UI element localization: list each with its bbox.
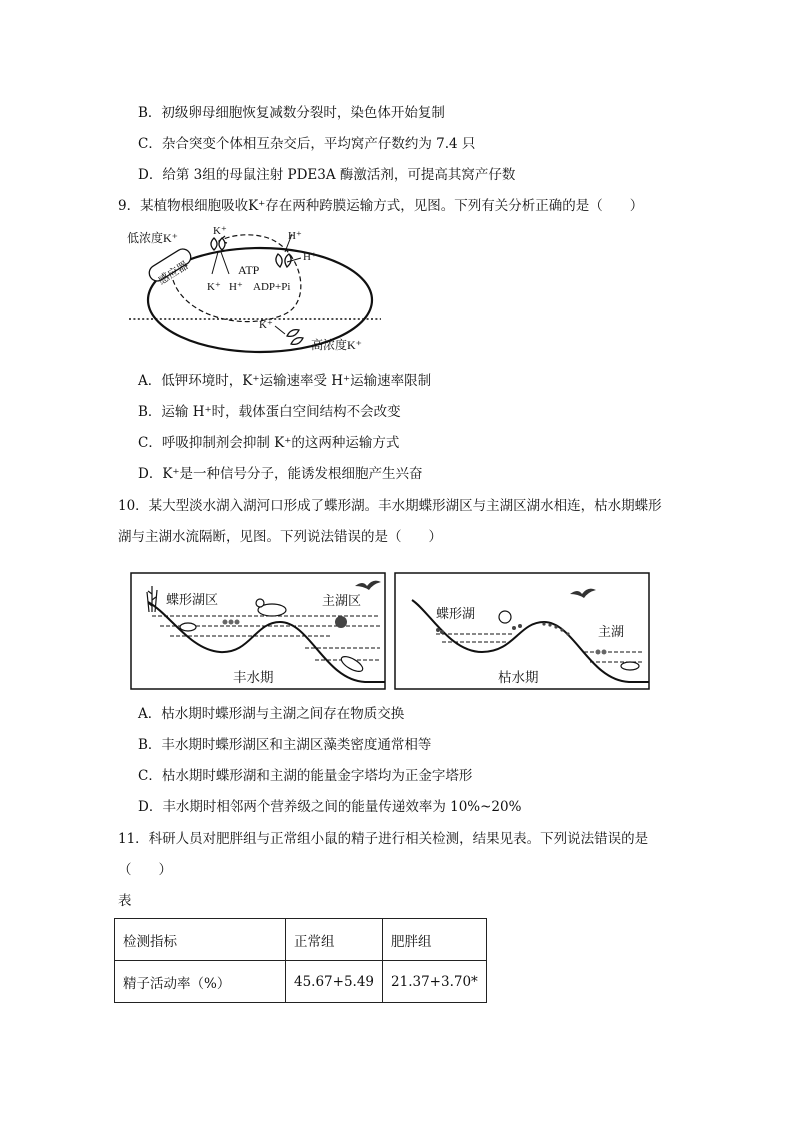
table-header-row <box>115 919 487 961</box>
q10-low-water-panel <box>394 572 650 690</box>
table-caption: 表 <box>118 893 132 909</box>
sperm-data-table <box>114 918 487 1003</box>
low-water-caption: 枯水期 <box>498 670 539 685</box>
h-bottom-label: H⁺ <box>229 281 243 293</box>
q10-option-a: A．枯水期时蝶形湖与主湖之间存在物质交换 <box>138 706 405 722</box>
low-k-label: 低浓度K⁺ <box>127 231 179 245</box>
k-bottom-label: K⁺ <box>207 281 221 293</box>
high-k-label: 高浓度K⁺ <box>311 338 363 352</box>
high-water-caption: 丰水期 <box>233 670 274 685</box>
atp-label: ATP <box>238 263 260 277</box>
main-lake-area-label: 主湖区 <box>322 593 362 608</box>
table-cell: 21.37+3.70* <box>383 961 487 1003</box>
q10-stem-line2: 湖与主湖水流隔断，见图。下列说法错误的是（ ） <box>118 529 442 545</box>
q9-membrane-transport-figure <box>125 222 385 356</box>
h-right-label: H⁺ <box>303 251 317 263</box>
q9-option-c: C．呼吸抑制剂会抑制 K⁺的这两种运输方式 <box>138 435 400 451</box>
q8-option-d: D．给第 3组的母鼠注射 PDE3A 酶激活剂，可提高其窝产仔数 <box>138 167 516 183</box>
table-cell: 45.67+5.49 <box>286 961 383 1003</box>
q10-stem-line1: 10．某大型淡水湖入湖河口形成了蝶形湖。丰水期蝶形湖区与主湖区湖水相连，枯水期蝶形 <box>118 498 662 514</box>
q8-option-b: B．初级卵母细胞恢复减数分裂时，染色体开始复制 <box>138 105 445 121</box>
q9-stem: 9．某植物根细胞吸收K⁺存在两种跨膜运输方式，见图。下列有关分析正确的是（ ） <box>118 198 644 214</box>
q9-option-d: D．K⁺是一种信号分子，能诱发根细胞产生兴奋 <box>138 466 423 482</box>
q10-option-c: C．枯水期时蝶形湖和主湖的能量金字塔均为正金字塔形 <box>138 768 473 784</box>
q11-paren: （ ） <box>118 862 172 878</box>
q11-stem: 11．科研人员对肥胖组与正常组小鼠的精子进行相关检测，结果见表。下列说法错误的是 <box>118 831 649 847</box>
k-top-label: K⁺ <box>213 225 227 237</box>
q9-option-b: B．运输 H⁺时，载体蛋白空间结构不会改变 <box>138 404 401 420</box>
butterfly-lake-label: 蝶形湖 <box>436 606 476 621</box>
butterfly-lake-area-label: 蝶形湖区 <box>166 592 219 607</box>
q10-option-b: B．丰水期时蝶形湖区和主湖区藻类密度通常相等 <box>138 737 432 753</box>
main-lake-label: 主湖 <box>598 624 625 639</box>
table-row <box>115 961 487 1003</box>
adp-label: ADP+Pi <box>253 281 291 293</box>
h-top-label: H⁺ <box>288 230 302 242</box>
table-header-cell: 正常组 <box>286 919 383 961</box>
q9-option-a: A．低钾环境时，K⁺运输速率受 H⁺运输速率限制 <box>138 373 432 389</box>
q10-high-water-panel <box>130 572 386 690</box>
sensor-label: 感应器 <box>156 259 191 288</box>
table-header-cell: 肥胖组 <box>383 919 487 961</box>
table-header-cell: 检测指标 <box>115 919 286 961</box>
table-cell: 精子活动率（%） <box>115 961 286 1003</box>
k-lower-label: K⁺ <box>259 319 273 331</box>
q8-option-c: C．杂合突变个体相互杂交后，平均窝产仔数约为 7.4 只 <box>138 136 476 152</box>
q10-option-d: D．丰水期时相邻两个营养级之间的能量传递效率为 10%~20% <box>138 799 522 815</box>
